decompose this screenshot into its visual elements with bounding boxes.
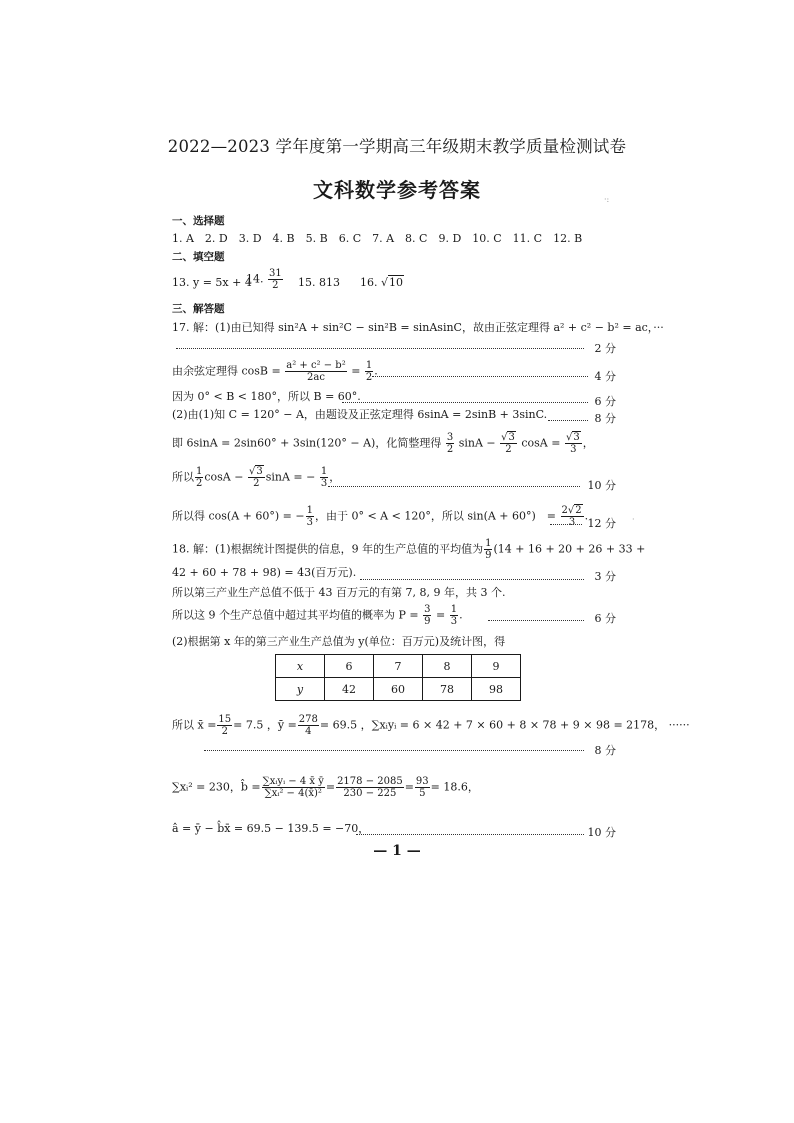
- q17-line-1: 17. 解：(1)由已知得 sin²A + sin²C − sin²B = sinAsinC，故由正弦定理得 a² + c² − b² = ac，···: [172, 321, 664, 334]
- leader-dots: [204, 750, 584, 751]
- score-mark: 4 分: [594, 370, 616, 383]
- fraction: $\frac{\text{a² + c² − b²}}{2ac}$: [286, 360, 346, 383]
- q18-line-6: 所以 x̄ = $\frac{15}{2}$ = 7.5 ，ȳ = $\frac{278}{4}$ = 69.5 ，∑xᵢyᵢ = 6 × 42 + 7 × 60 + 8 × 78 + 9 × 98 = 2178， ······: [172, 714, 690, 737]
- answer-13: 13. y = 5x + 4: [172, 276, 252, 289]
- leader-dots: [548, 420, 588, 421]
- sqrt-icon: √: [381, 276, 389, 289]
- answer-14-label: 14.: [246, 272, 264, 286]
- q18-line-8: â = ȳ − b̂x̄ = 69.5 − 139.5 = −70，: [172, 822, 370, 835]
- fraction: $\frac{2178 - 2085}{230 - 225}$: [337, 776, 403, 799]
- answer-16-label: 16.: [360, 276, 378, 289]
- table-cell: y: [276, 678, 325, 701]
- section-heading-solve: 三、解答题: [172, 303, 225, 315]
- table-row: [276, 655, 521, 678]
- q18-line-7: ∑xᵢ² = 230，b̂ = $\frac{\text{∑xᵢyᵢ − 4 x̄ ȳ}}{\text{∑xᵢ² − 4(x̄)²}}$ = $\frac{2178 - 2085}{230 - 225}$ = $\frac{93}{5}$ = 18.6，: [172, 776, 479, 799]
- score-mark: 3 分: [594, 570, 616, 583]
- fraction: $\frac{1}{2}$: [196, 466, 203, 489]
- section-heading-choice: 一、选择题: [172, 215, 225, 227]
- score-mark: 2 分: [594, 342, 616, 355]
- table-cell: 60: [374, 678, 423, 701]
- fraction: $\frac{√3}{2}$: [248, 466, 263, 489]
- score-mark: 8 分: [594, 744, 616, 757]
- answer-14: [246, 268, 284, 291]
- table-cell: 9: [472, 655, 521, 678]
- q17-line-3: 因为 0° < B < 180°，所以 B = 60°.: [172, 390, 361, 403]
- q17-line-5: 即 6sinA = 2sin60° + 3sin(120° − A)，化简整理得 $\frac{3}{2}$ sinA − $\frac{√3}{2}$ cosA = $\frac{√3}{3}$ ，: [172, 432, 594, 455]
- q17-line-6: 所以 $\frac{1}{2}$ cosA − $\frac{√3}{2}$ sinA = − $\frac{1}{3}$ ，: [172, 466, 341, 489]
- fraction: $\frac{1}{2}$: [365, 360, 373, 383]
- score-mark: 6 分: [594, 395, 616, 408]
- score-mark: 8 分: [594, 412, 616, 425]
- fraction: $\frac{1}{9}$: [485, 538, 492, 561]
- page-number: — 1 —: [373, 843, 421, 859]
- q17-line-2: 由余弦定理得 cosB = $\frac{\text{a² + c² − b²}}{2ac}$ = $\frac{1}{2}$ .: [172, 360, 378, 383]
- q17-line-7: 所以得 cos(A + 60°) = − $\frac{1}{3}$ ，由于 0° < A < 120°，所以 sin(A + 60°) = $\frac{2√2}{3}$ .: [172, 505, 589, 528]
- score-mark: 10 分: [587, 479, 616, 492]
- table-cell: x: [276, 655, 325, 678]
- leader-dots: [176, 348, 584, 349]
- fraction: $\frac{√3}{3}$: [565, 432, 580, 455]
- fraction: $\frac{\text{∑xᵢyᵢ − 4 x̄ ȳ}}{\text{∑xᵢ² − 4(x̄)²}}$: [262, 776, 324, 799]
- answer-16: [360, 276, 404, 290]
- leader-dots: [342, 402, 588, 403]
- table-cell: 98: [472, 678, 521, 701]
- table-cell: 42: [325, 678, 374, 701]
- table-cell: 7: [374, 655, 423, 678]
- leader-dots: [328, 486, 580, 487]
- score-mark: 10 分: [587, 826, 616, 839]
- table-cell: 8: [423, 655, 472, 678]
- q18-line-5: (2)根据第 x 年的第三产业生产总值为 y(单位：百万元)及统计图，得: [172, 635, 506, 648]
- leader-dots: [488, 620, 584, 621]
- radicand: 10: [389, 276, 404, 289]
- fraction: $\frac{15}{2}$: [218, 714, 232, 737]
- scan-speck: ·: [632, 515, 635, 524]
- fraction: $\frac{3}{9}$: [424, 604, 431, 627]
- leader-dots: [356, 834, 584, 835]
- choice-answers: 1. A 2. D 3. D 4. B 5. B 6. C 7. A 8. C 9. D 10. C 11. C 12. B: [172, 232, 583, 245]
- exam-title: 2022—2023 学年度第一学期高三年级期末教学质量检测试卷: [167, 137, 627, 156]
- fraction: $\frac{1}{3}$: [320, 466, 328, 489]
- q18-line-3: 所以第三产业生产总值不低于 43 百万元的有第 7, 8, 9 年，共 3 个.: [172, 586, 506, 599]
- fraction: $\frac{278}{4}$: [298, 714, 318, 737]
- q17-line-4: (2)由(1)知 C = 120° − A，由题设及正弦定理得 6sinA = 2sinB + 3sinC.: [172, 408, 548, 421]
- scan-speck: ·:: [604, 195, 610, 204]
- fraction: $\frac{1}{3}$: [306, 505, 313, 528]
- table-cell: 78: [423, 678, 472, 701]
- leader-dots: [360, 579, 584, 580]
- q18-line-2: 42 + 60 + 78 + 98) = 43(百万元).: [172, 566, 357, 579]
- section-heading-fill: 二、填空题: [172, 251, 225, 263]
- leader-dots: [372, 376, 588, 377]
- fraction: $\frac{1}{3}$: [450, 604, 458, 627]
- score-mark: 6 分: [594, 612, 616, 625]
- fraction: $\frac{93}{5}$: [415, 776, 429, 799]
- q18-line-4: 所以这 9 个生产总值中超过其平均值的概率为 P = $\frac{3}{9}$ = $\frac{1}{3}$ .: [172, 604, 463, 627]
- fraction: $\frac{2√2}{3}$: [561, 505, 582, 528]
- table-row: [276, 678, 521, 701]
- q18-line-1: 18. 解：(1)根据统计图提供的信息，9 年的生产总值的平均值为 $\frac{1}{9}$ (14 + 16 + 20 + 26 + 33 +: [172, 538, 646, 561]
- answer-15: 15. 813: [298, 276, 340, 289]
- fraction: $\frac{√3}{2}$: [501, 432, 515, 455]
- table-cell: 6: [325, 655, 374, 678]
- fraction: $\frac{31}{2}$: [269, 268, 282, 291]
- score-mark: 12 分: [587, 517, 616, 530]
- leader-dots: [550, 524, 582, 525]
- data-table: [275, 654, 521, 701]
- fraction: $\frac{3}{2}$: [446, 432, 454, 455]
- answer-key-title: 文科数学参考答案: [313, 178, 481, 202]
